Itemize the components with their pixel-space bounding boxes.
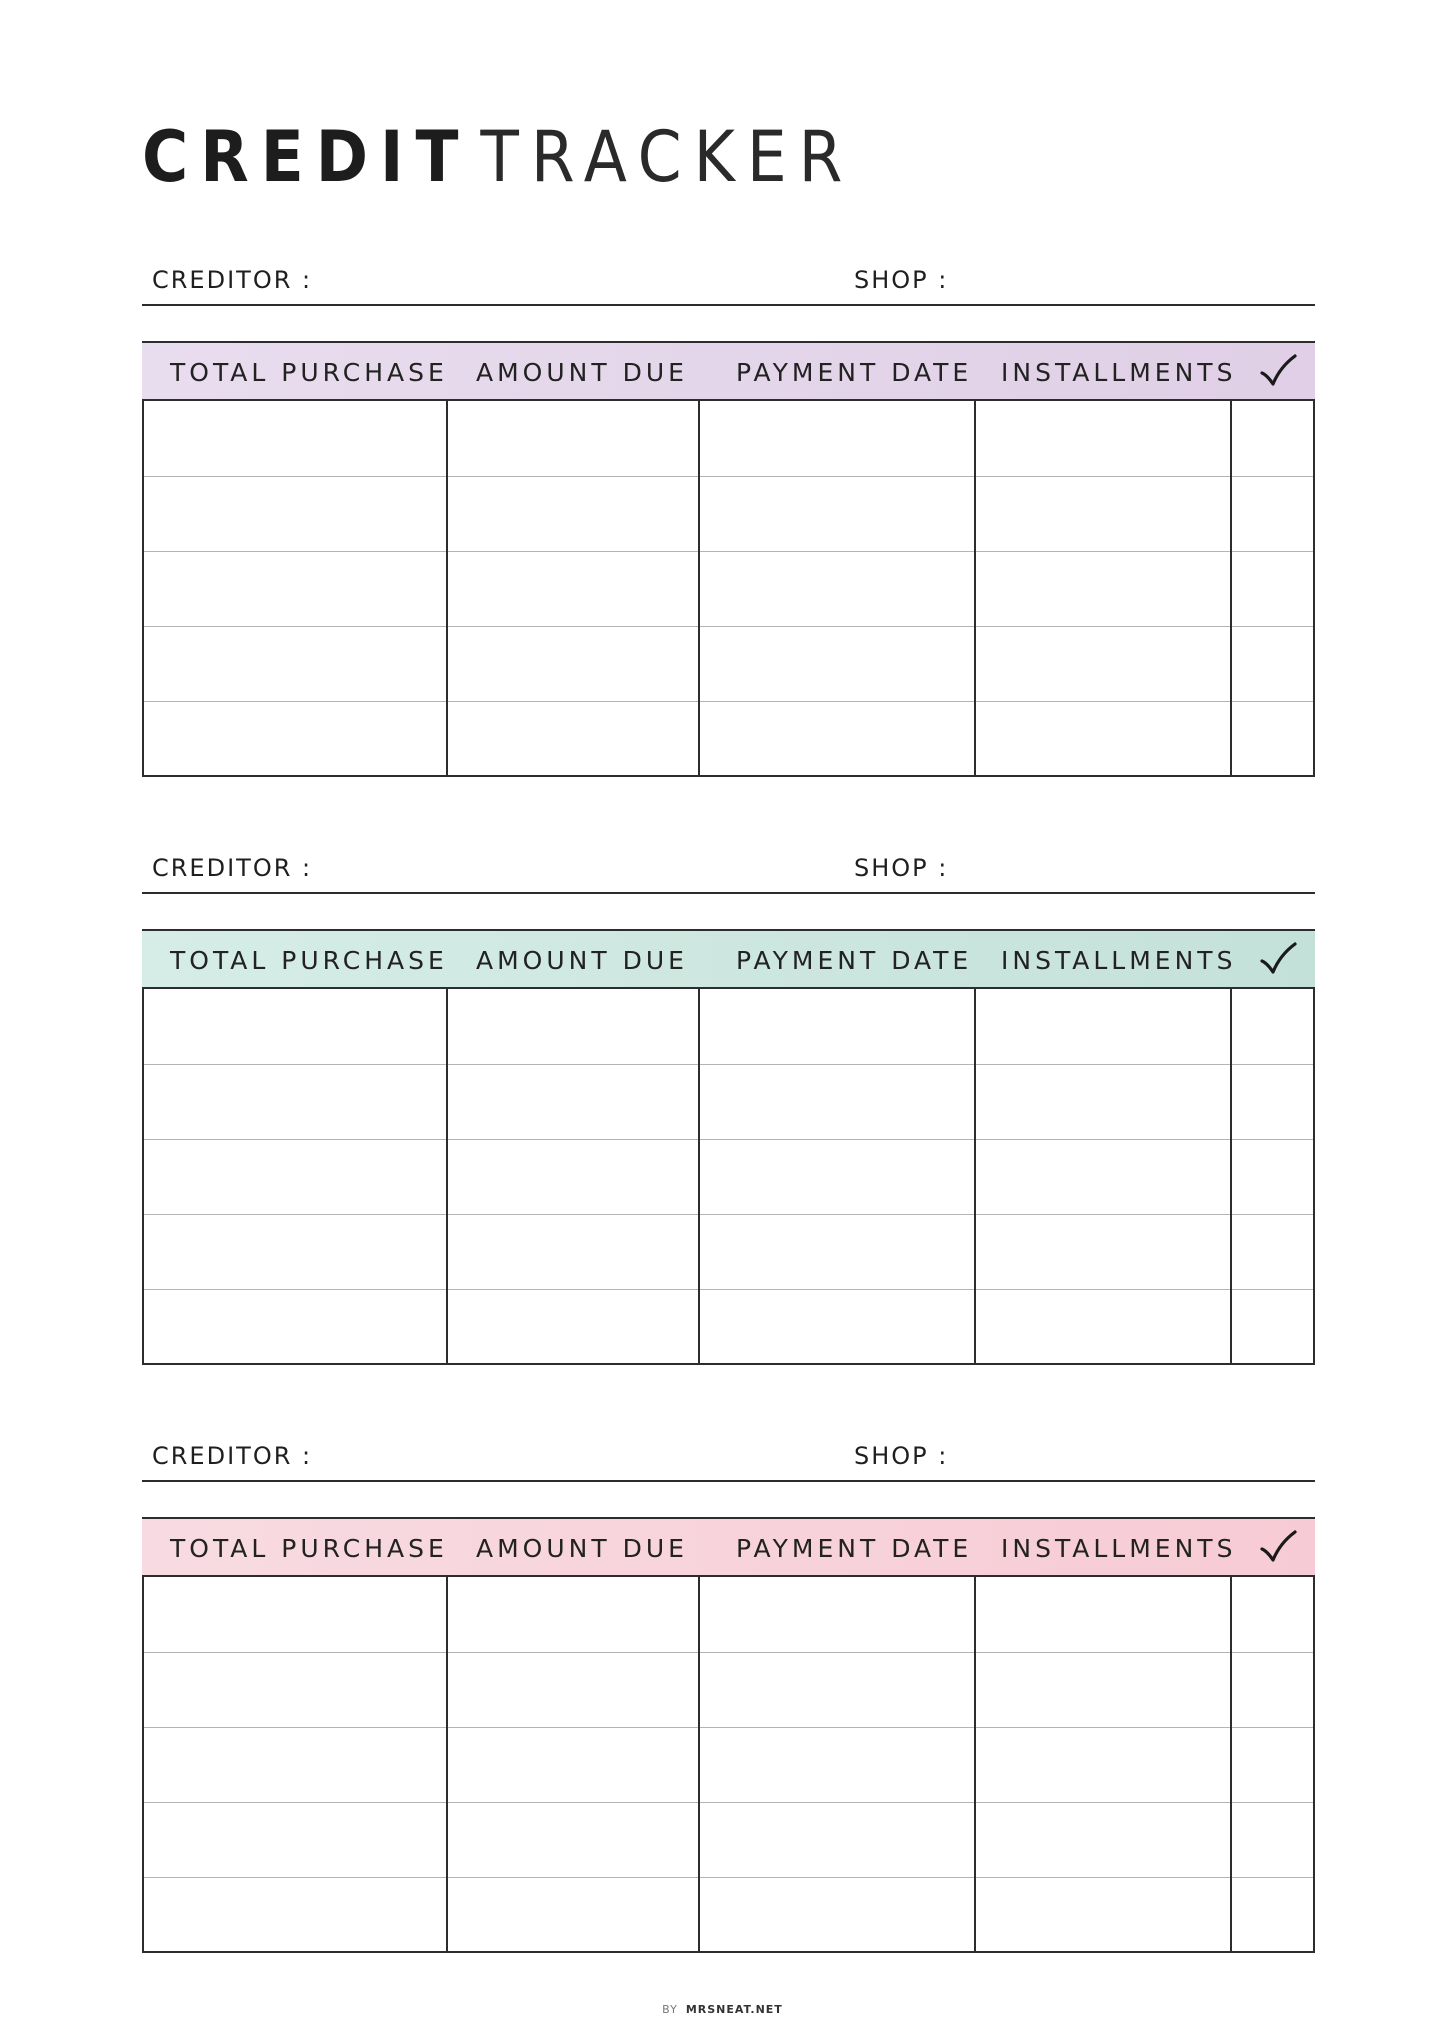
table-body (142, 401, 1315, 777)
table-cell[interactable] (700, 1064, 976, 1139)
table-cell[interactable] (700, 476, 976, 551)
table-cell[interactable] (448, 1289, 700, 1364)
table-cell[interactable] (144, 1139, 448, 1214)
table-cell[interactable] (144, 1802, 448, 1877)
table-cell[interactable] (144, 701, 448, 776)
table-cell[interactable] (144, 1652, 448, 1727)
table-cell[interactable] (976, 551, 1232, 626)
check-cell[interactable] (1232, 701, 1313, 776)
table-cell[interactable] (448, 1877, 700, 1952)
credit-table (142, 1517, 1315, 1953)
column-header: INSTALLMENTS (1001, 1534, 1237, 1563)
creditor-label: CREDITOR : (152, 854, 313, 882)
table-cell[interactable] (976, 1652, 1232, 1727)
table-cell[interactable] (976, 1064, 1232, 1139)
table-cell[interactable] (448, 1064, 700, 1139)
table-cell[interactable] (976, 401, 1232, 476)
table-body (142, 1577, 1315, 1953)
table-header (142, 1517, 1315, 1577)
column-header: AMOUNT DUE (476, 358, 688, 387)
table-cell[interactable] (448, 1577, 700, 1652)
column-header: TOTAL PURCHASE (170, 358, 448, 387)
creditor-label: CREDITOR : (152, 266, 313, 294)
footer-site: MRSNEAT.NET (685, 2003, 783, 2016)
table-cell[interactable] (700, 1652, 976, 1727)
check-cell[interactable] (1232, 1652, 1313, 1727)
table-cell[interactable] (700, 626, 976, 701)
footer-by: BY (662, 2003, 678, 2016)
column-header: INSTALLMENTS (1001, 358, 1237, 387)
table-cell[interactable] (448, 401, 700, 476)
table-cell[interactable] (144, 476, 448, 551)
table-cell[interactable] (700, 1289, 976, 1364)
table-cell[interactable] (976, 701, 1232, 776)
table-header (142, 341, 1315, 401)
table-cell[interactable] (448, 551, 700, 626)
table-cell[interactable] (144, 401, 448, 476)
credit-section (142, 840, 1315, 975)
table-cell[interactable] (976, 476, 1232, 551)
column-header: AMOUNT DUE (476, 1534, 688, 1563)
table-cell[interactable] (700, 989, 976, 1064)
shop-label: SHOP : (854, 854, 949, 882)
check-cell[interactable] (1232, 551, 1313, 626)
table-cell[interactable] (976, 1289, 1232, 1364)
check-cell[interactable] (1232, 1139, 1313, 1214)
column-header: PAYMENT DATE (736, 1534, 973, 1563)
creditor-shop-line[interactable] (142, 252, 1315, 306)
table-cell[interactable] (448, 1139, 700, 1214)
column-header: TOTAL PURCHASE (170, 946, 448, 975)
title-bold: CREDIT (142, 116, 471, 198)
shop-label: SHOP : (854, 1442, 949, 1470)
table-cell[interactable] (976, 1802, 1232, 1877)
table-cell[interactable] (448, 626, 700, 701)
credit-table (142, 341, 1315, 777)
table-cell[interactable] (700, 401, 976, 476)
check-cell[interactable] (1232, 989, 1313, 1064)
page-title (142, 116, 855, 198)
check-cell[interactable] (1232, 1289, 1313, 1364)
table-cell[interactable] (448, 701, 700, 776)
table-cell[interactable] (700, 1214, 976, 1289)
column-header: TOTAL PURCHASE (170, 1534, 448, 1563)
table-cell[interactable] (700, 1877, 976, 1952)
check-cell[interactable] (1232, 1802, 1313, 1877)
table-cell[interactable] (144, 1577, 448, 1652)
check-cell[interactable] (1232, 401, 1313, 476)
column-header: INSTALLMENTS (1001, 946, 1237, 975)
creditor-shop-line[interactable] (142, 840, 1315, 894)
table-cell[interactable] (144, 551, 448, 626)
table-cell[interactable] (976, 989, 1232, 1064)
footer (0, 2003, 1445, 2016)
check-cell[interactable] (1232, 1727, 1313, 1802)
table-cell[interactable] (700, 701, 976, 776)
shop-label: SHOP : (854, 266, 949, 294)
table-cell[interactable] (700, 1577, 976, 1652)
check-cell[interactable] (1232, 626, 1313, 701)
table-cell[interactable] (976, 626, 1232, 701)
table-cell[interactable] (144, 989, 448, 1064)
table-cell[interactable] (448, 1802, 700, 1877)
table-cell[interactable] (144, 1214, 448, 1289)
table-cell[interactable] (448, 1652, 700, 1727)
credit-section (142, 252, 1315, 387)
table-cell[interactable] (448, 1214, 700, 1289)
table-cell[interactable] (700, 1802, 976, 1877)
table-cell[interactable] (976, 1877, 1232, 1952)
credit-table (142, 929, 1315, 1365)
table-cell[interactable] (144, 1064, 448, 1139)
table-cell[interactable] (976, 1139, 1232, 1214)
table-cell[interactable] (144, 626, 448, 701)
table-cell[interactable] (144, 1289, 448, 1364)
table-cell[interactable] (976, 1214, 1232, 1289)
table-body (142, 989, 1315, 1365)
check-cell[interactable] (1232, 476, 1313, 551)
title-light: TRACKER (480, 116, 855, 198)
creditor-label: CREDITOR : (152, 1442, 313, 1470)
table-cell[interactable] (976, 1727, 1232, 1802)
check-cell[interactable] (1232, 1214, 1313, 1289)
column-header: PAYMENT DATE (736, 946, 973, 975)
table-cell[interactable] (700, 1139, 976, 1214)
credit-section (142, 1428, 1315, 1563)
checkmark-icon (1258, 1529, 1298, 1565)
table-cell[interactable] (448, 989, 700, 1064)
checkmark-icon (1258, 941, 1298, 977)
table-cell[interactable] (700, 1727, 976, 1802)
table-cell[interactable] (448, 476, 700, 551)
check-cell[interactable] (1232, 1577, 1313, 1652)
table-cell[interactable] (976, 1577, 1232, 1652)
table-cell[interactable] (144, 1727, 448, 1802)
table-cell[interactable] (700, 551, 976, 626)
creditor-shop-line[interactable] (142, 1428, 1315, 1482)
check-cell[interactable] (1232, 1877, 1313, 1952)
table-cell[interactable] (448, 1727, 700, 1802)
table-header (142, 929, 1315, 989)
check-cell[interactable] (1232, 1064, 1313, 1139)
column-header: PAYMENT DATE (736, 358, 973, 387)
checkmark-icon (1258, 353, 1298, 389)
table-cell[interactable] (144, 1877, 448, 1952)
column-header: AMOUNT DUE (476, 946, 688, 975)
